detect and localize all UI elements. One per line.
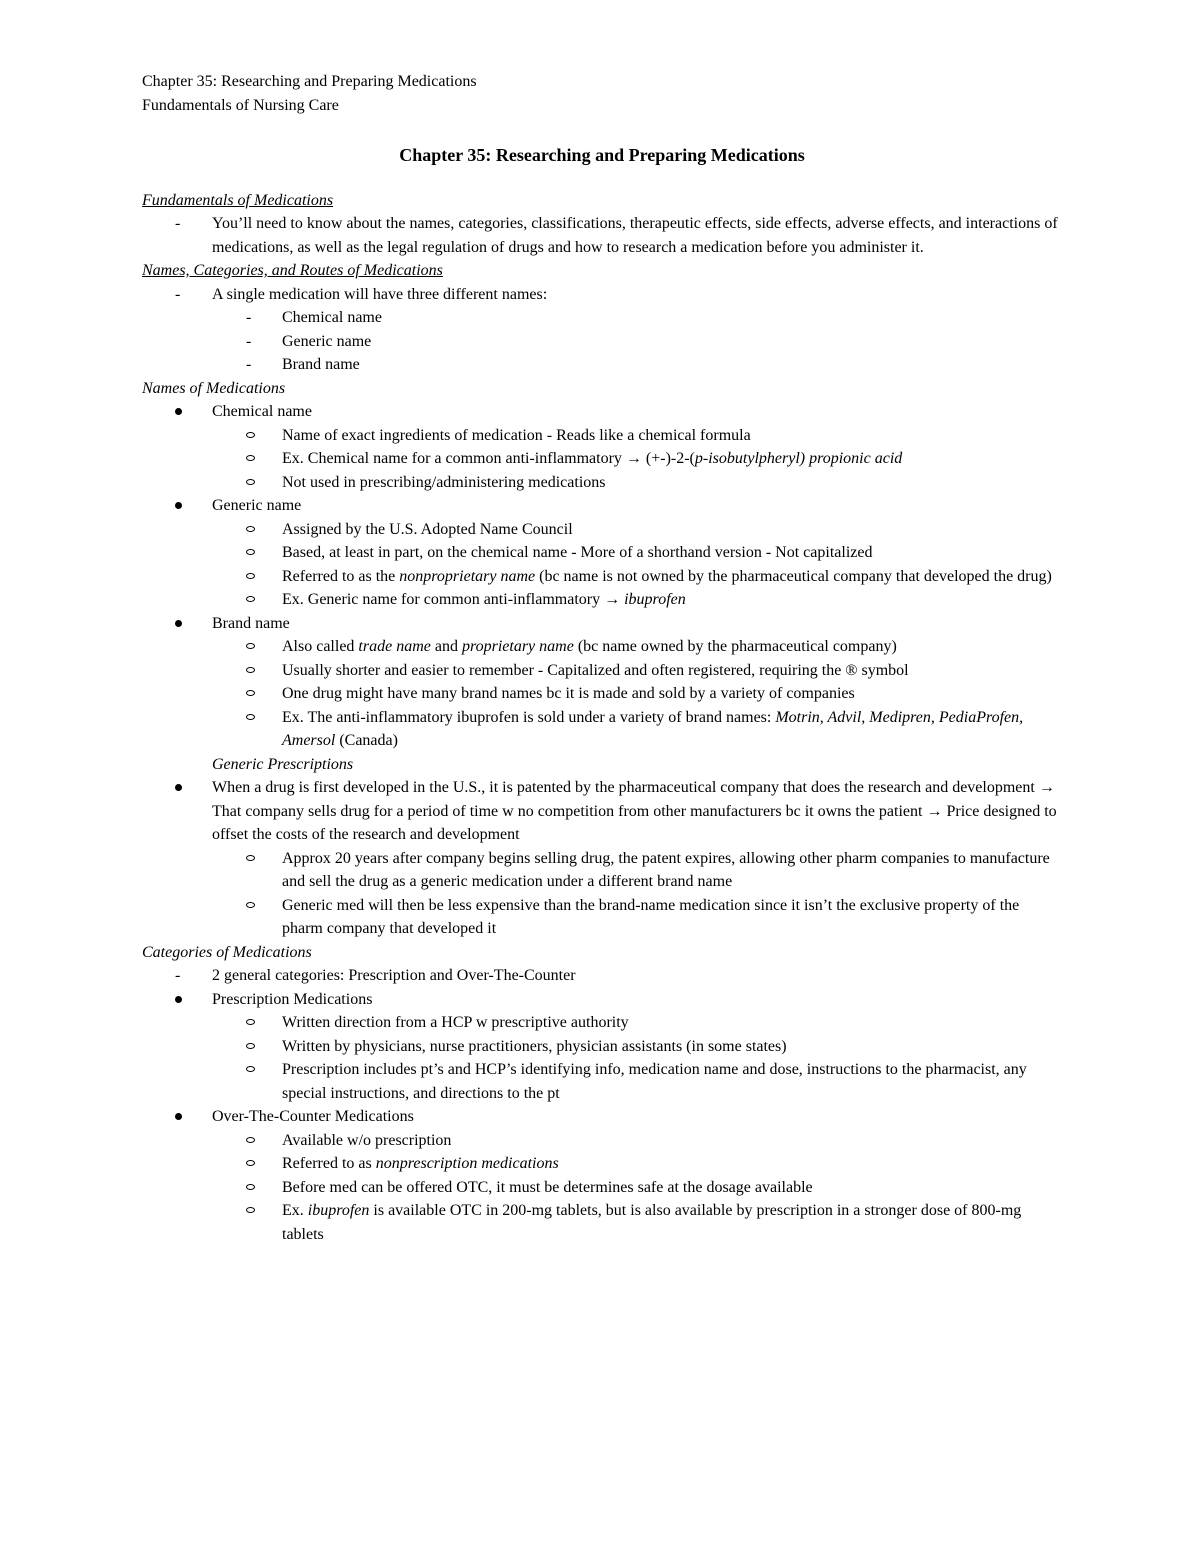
list-item: Not used in prescribing/administering medications xyxy=(142,471,1062,495)
dash-marker: - xyxy=(175,967,181,984)
dash-marker: - xyxy=(246,332,252,350)
section-fundamentals-heading: Fundamentals of Medications xyxy=(142,191,334,209)
list-item: One drug might have many brand names bc it is made and sold by a variety of companies xyxy=(142,682,1062,706)
document-page xyxy=(142,70,1062,1246)
list-item: When a drug is first developed in the U.S., it is patented by the pharmaceutical company that does the research and development → That company sells drug for a period of time w no competition from other manufacturers bc it owns the patient → Price designed to offset the costs of the research and development xyxy=(142,776,1062,847)
ring-bullet-icon xyxy=(246,667,255,673)
dash-marker: - xyxy=(246,356,252,373)
ring-bullet-icon xyxy=(246,573,255,579)
list-item: Available w/o prescription xyxy=(142,1129,1062,1153)
list-item: - Chemical name xyxy=(142,306,1062,330)
ring-bullet-icon xyxy=(246,1137,255,1143)
list-item: Based, at least in part, on the chemical name - More of a shorthand version - Not capitalized xyxy=(142,541,1062,565)
list-item: Prescription includes pt’s and HCP’s identifying info, medication name and dose, instructions to the pharmacist, any special instructions, and directions to the pt xyxy=(142,1058,1062,1105)
dash-marker: - xyxy=(175,285,181,303)
ring-bullet-icon xyxy=(246,1160,255,1166)
list-item: Ex. Chemical name for a common anti-inflammatory → (+-)-2-(p-isobutylpheryl) propionic acid xyxy=(142,447,1062,471)
section-names-of-medications-heading: Names of Medications xyxy=(142,379,286,397)
list-item: Before med can be offered OTC, it must be determines safe at the dosage available xyxy=(142,1176,1062,1200)
bullet-icon xyxy=(175,408,182,415)
section-categories-heading: Categories of Medications xyxy=(142,943,312,961)
list-item: - Brand name xyxy=(142,353,1062,377)
list-item: Chemical name xyxy=(142,400,1062,424)
ring-bullet-icon xyxy=(246,432,255,438)
ring-bullet-icon xyxy=(246,1019,255,1025)
list-item: - You’ll need to know about the names, categories, classifications, therapeutic effects, side effects, adverse effects, and interactions of medications, as well as the legal regulation of drugs and how to research a medication before you administer it. xyxy=(142,212,1062,259)
list-item: Over-The-Counter Medications xyxy=(142,1105,1062,1129)
ring-bullet-icon xyxy=(246,549,255,555)
ring-bullet-icon xyxy=(246,902,255,908)
list-item: Ex. The anti-inflammatory ibuprofen is sold under a variety of brand names: Motrin, Advil, Medipren, PediaProfen, Amersol (Canada) xyxy=(142,706,1062,753)
list-item: Brand name xyxy=(142,612,1062,636)
ring-bullet-icon xyxy=(246,596,255,602)
list-item: Name of exact ingredients of medication - Reads like a chemical formula xyxy=(142,424,1062,448)
list-item: Usually shorter and easier to remember - Capitalized and often registered, requiring the ® symbol xyxy=(142,659,1062,683)
ring-bullet-icon xyxy=(246,1066,255,1072)
list-item: Written by physicians, nurse practitioners, physician assistants (in some states) xyxy=(142,1035,1062,1059)
dash-marker: - xyxy=(246,309,252,326)
list-item: - A single medication will have three different names: xyxy=(142,283,1062,307)
ring-bullet-icon xyxy=(246,526,255,532)
page-title: Chapter 35: Researching and Preparing Medications xyxy=(399,145,805,165)
bullet-icon xyxy=(175,996,182,1003)
bullet-icon xyxy=(175,502,182,509)
list-item: Also called trade name and proprietary name (bc name owned by the pharmaceutical company) xyxy=(142,635,1062,659)
list-item: Generic med will then be less expensive than the brand-name medication since it isn’t the exclusive property of the pharm company that developed it xyxy=(142,894,1062,941)
ring-bullet-icon xyxy=(246,455,255,461)
ring-bullet-icon xyxy=(246,1207,255,1213)
section-generic-prescriptions-heading: Generic Prescriptions xyxy=(212,755,354,773)
list-item: Ex. Generic name for common anti-inflammatory → ibuprofen xyxy=(142,588,1062,612)
ring-bullet-icon xyxy=(246,479,255,485)
ring-bullet-icon xyxy=(246,714,255,720)
bullet-icon xyxy=(175,1113,182,1120)
ring-bullet-icon xyxy=(246,855,255,861)
list-item: Approx 20 years after company begins selling drug, the patent expires, allowing other pharm companies to manufacture and sell the drug as a generic medication under a different brand name xyxy=(142,847,1062,894)
list-item: Written direction from a HCP w prescriptive authority xyxy=(142,1011,1062,1035)
list-item: Assigned by the U.S. Adopted Name Council xyxy=(142,518,1062,542)
list-item: Ex. ibuprofen is available OTC in 200-mg tablets, but is also available by prescription in a stronger dose of 800-mg tablets xyxy=(142,1199,1062,1246)
ring-bullet-icon xyxy=(246,1043,255,1049)
bullet-icon xyxy=(175,620,182,627)
section-names-routes-heading: Names, Categories, and Routes of Medications xyxy=(142,262,443,279)
ring-bullet-icon xyxy=(246,1184,255,1190)
list-item: - Generic name xyxy=(142,330,1062,354)
list-item: - 2 general categories: Prescription and Over-The-Counter xyxy=(142,964,1062,988)
ring-bullet-icon xyxy=(246,643,255,649)
list-item: Prescription Medications xyxy=(142,988,1062,1012)
header-chapter: Chapter 35: Researching and Preparing Medications xyxy=(142,73,477,90)
dash-marker: - xyxy=(175,215,181,232)
list-item: Generic name xyxy=(142,494,1062,518)
header-course: Fundamentals of Nursing Care xyxy=(142,96,339,114)
list-item: Referred to as nonprescription medications xyxy=(142,1152,1062,1176)
ring-bullet-icon xyxy=(246,690,255,696)
bullet-icon xyxy=(175,784,182,791)
list-item: Referred to as the nonproprietary name (bc name is not owned by the pharmaceutical company that developed the drug) xyxy=(142,565,1062,589)
